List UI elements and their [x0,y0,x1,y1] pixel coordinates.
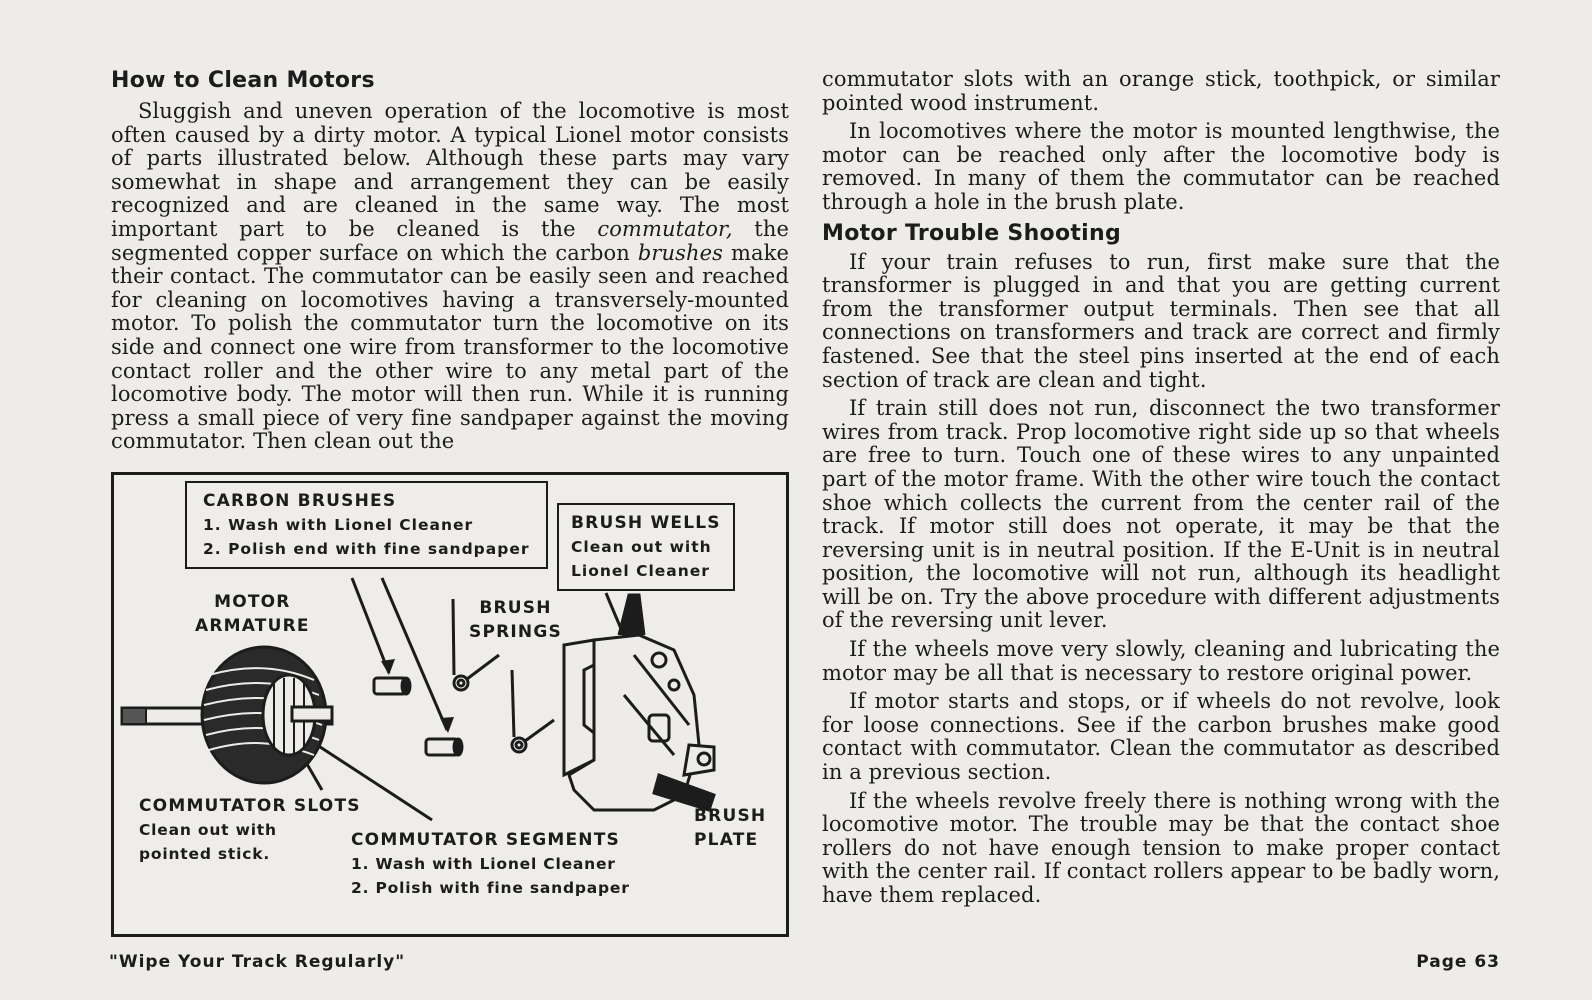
label-brush-plate [694,804,766,852]
footer-slogan: "Wipe Your Track Regularly" [109,952,406,972]
text-run: make their contact. The commutator can be easily seen and reached for cleaning on locomotives having a transversely-mounted motor. To polish the commutator turn the locomotive on its side and connect one wire from transformer to the locomotive contact roller and the other wire to any metal part of the locomotive body. The motor will then run. While it is running press a small piece of very fine sandpaper against the moving commutator. Then clean out the [111,240,789,454]
text-run: Sluggish and uneven operation of the locomotive is most often caused by a dirty motor. A typical Lionel motor consists of parts illustrated below. Although these parts may vary somewhat in shape and arrangement they can be easily recognized and are cleaned in the same way. The most important part to be cleaned is the [111,99,789,241]
label-motor-armature [195,590,310,638]
text-run: the segmented copper surface on which the carbon [111,216,789,265]
paragraph-still-does-not-run: If train still does not run, disconnect the two transformer wires from track. Prop locomotive right side up so that wheels are free to turn. Touch one of these wires to any unpainted part of the motor frame. With the other wire touch the contact shoe which collects the current from the center rail of the track. If motor still does not operate, it may be that the reversing unit is in neutral position. If the E-Unit is in neutral position, the locomotive will not run, although its headlight will be on. Try the above procedure with different adjustments of the reversing unit lever. [822,396,1500,633]
leader-line [382,578,447,730]
paragraph-starts-and-stops: If motor starts and stops, or if wheels do not revolve, look for loose connections. See if the carbon brushes make good contact with commutator. Clean the commutator as described in a previous section. [822,689,1500,785]
commutator-segments-title: COMMUTATOR SEGMENTS [351,830,620,850]
brush-springs-line1: BRUSH [479,598,552,618]
label-brush-springs [469,596,562,644]
motor-parts-diagram [111,472,789,937]
commutator-segments-line2: 2. Polish with fine sandpaper [351,879,630,897]
label-commutator-segments [351,828,630,900]
brush-wells-line2: Lionel Cleaner [571,562,710,580]
paragraph-continued: commutator slots with an orange stick, toothpick, or similar pointed wood instrument. [822,67,1500,115]
paragraph-wheels-slow: If the wheels move very slowly, cleaning and lubricating the motor may be all that is necessary to restore original power. [822,637,1500,685]
left-column [111,68,789,454]
leader-line [453,599,454,675]
paragraph-lengthwise-motor: In locomotives where the motor is mounted lengthwise, the motor can be reached only after the locomotive body is removed. In many of them the commutator can be reached through a hole in the brush plate. [822,119,1500,214]
brush-plate-icon [564,595,714,810]
brush-wells-line1: Clean out with [571,538,712,556]
carbon-brush-icon [374,678,462,755]
emphasis-commutator: commutator, [597,216,733,241]
commutator-slots-title: COMMUTATOR SLOTS [139,796,361,816]
motor-armature-icon [122,647,332,783]
paragraph-clean-motors [111,100,789,454]
page-number: Page 63 [1416,952,1500,972]
carbon-brushes-title: CARBON BRUSHES [203,491,397,511]
leader-line [352,578,389,673]
heading-how-to-clean-motors: How to Clean Motors [111,68,375,93]
emphasis-brushes: brushes [637,240,724,265]
leader-line [512,670,514,737]
motor-armature-line2: ARMATURE [195,616,310,636]
carbon-brushes-line2: 2. Polish end with fine sandpaper [203,540,530,558]
brush-wells-title: BRUSH WELLS [571,513,721,533]
label-commutator-slots [139,794,361,866]
heading-motor-trouble-shooting: Motor Trouble Shooting [822,220,1122,246]
brush-plate-line1: BRUSH [694,806,767,826]
commutator-segments-line1: 1. Wash with Lionel Cleaner [351,855,616,873]
paragraph-wheels-revolve-freely: If the wheels revolve freely there is nothing wrong with the locomotive motor. The trouble may be that the contact shoe rollers do not have enough tension to make proper contact with the center rail. If contact rollers appear to be badly worn, have them replaced. [822,788,1500,907]
paragraph-refuses-to-run: If your train refuses to run, first make sure that the transformer is plugged in and that you are getting current from the transformer output terminals. Then see that all connections on transformers and track are correct and firmly fastened. See that the steel pins inserted at the end of each section of track are clean and tight. [822,249,1500,392]
motor-armature-line1: MOTOR [214,592,291,612]
brush-plate-line2: PLATE [694,830,759,850]
brush-springs-line2: SPRINGS [469,622,562,642]
brush-spring-icon [454,655,554,752]
commutator-slots-line1: Clean out with [139,821,277,839]
label-carbon-brushes [185,481,548,569]
right-column [822,68,1500,908]
commutator-slots-line2: pointed stick. [139,845,271,863]
arrowhead [440,717,454,733]
arrowhead [381,659,395,675]
label-brush-wells [557,503,735,591]
carbon-brushes-line1: 1. Wash with Lionel Cleaner [203,516,474,534]
